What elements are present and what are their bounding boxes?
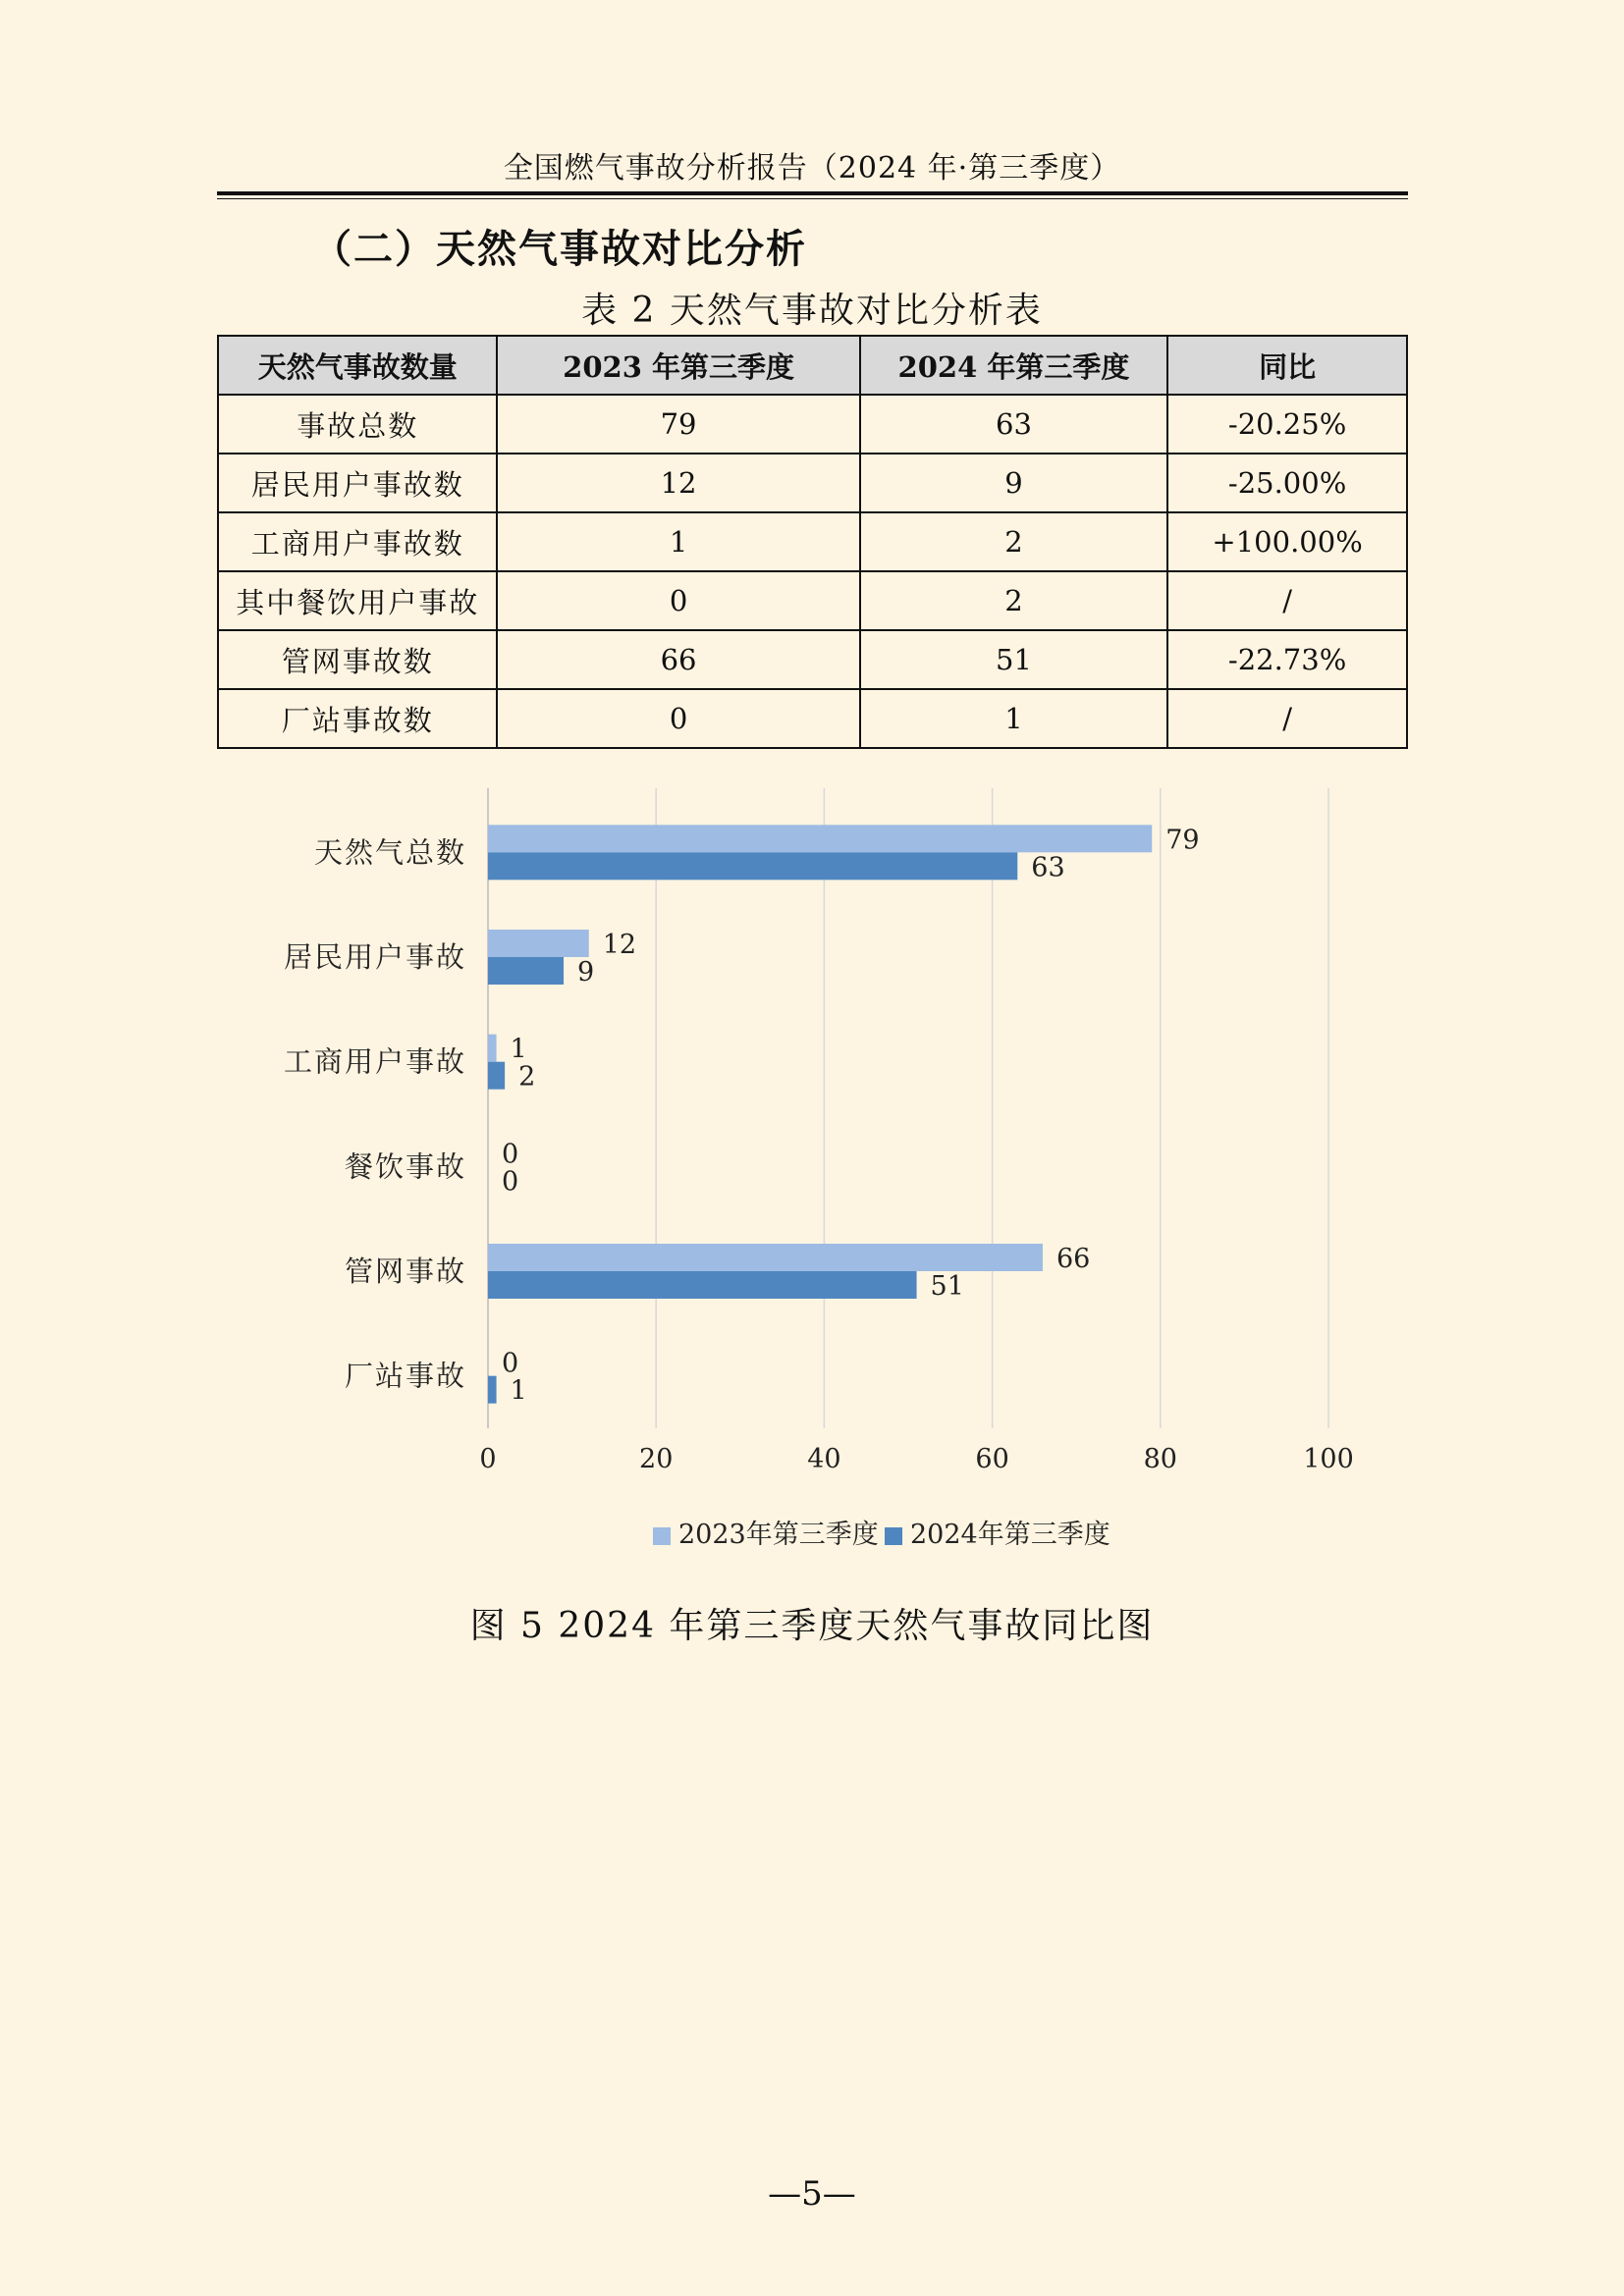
legend-label: 2023年第三季度 <box>678 1520 879 1550</box>
table-cell: 0 <box>497 571 859 630</box>
data-label: 0 <box>502 1166 519 1198</box>
category-label: 管网事故 <box>344 1255 466 1288</box>
table-cell: 1 <box>860 689 1167 748</box>
bar <box>488 930 589 957</box>
data-label: 9 <box>577 957 595 988</box>
data-label: 63 <box>1031 852 1065 883</box>
category-label: 居民用户事故 <box>283 940 466 974</box>
column-header: 天然气事故数量 <box>218 336 497 395</box>
table-cell: 79 <box>497 395 859 454</box>
x-tick-label: 80 <box>1143 1444 1177 1474</box>
table-row <box>218 512 1407 571</box>
data-label: 51 <box>930 1271 964 1302</box>
legend-swatch <box>653 1527 671 1545</box>
bar <box>488 1271 917 1299</box>
category-label: 天然气总数 <box>313 835 466 870</box>
table-cell: 63 <box>860 395 1167 454</box>
bar-chart-svg <box>245 775 1375 1580</box>
table-cell: 51 <box>860 630 1167 689</box>
data-label: 0 <box>502 1139 519 1170</box>
data-label: 2 <box>518 1061 536 1093</box>
header-rule-thick <box>217 191 1408 195</box>
table-row <box>218 689 1407 748</box>
section-heading: （二）天然气事故对比分析 <box>312 226 807 272</box>
table-cell: 9 <box>860 454 1167 512</box>
x-tick-label: 60 <box>975 1444 1009 1474</box>
table-cell: 其中餐饮用户事故 <box>218 571 497 630</box>
x-tick-label: 0 <box>479 1444 497 1474</box>
bar <box>488 1376 497 1404</box>
table-cell: 0 <box>497 689 859 748</box>
x-tick-label: 40 <box>807 1444 841 1474</box>
category-label: 餐饮事故 <box>344 1149 466 1184</box>
bar <box>488 852 1017 880</box>
comparison-table <box>217 335 1408 749</box>
bar-chart <box>245 775 1375 1580</box>
table-row <box>218 454 1407 512</box>
table-cell: 事故总数 <box>218 395 497 454</box>
table-row <box>218 395 1407 454</box>
column-header: 2024 年第三季度 <box>860 336 1167 395</box>
data-label: 66 <box>1056 1244 1091 1274</box>
bar <box>488 1035 497 1062</box>
running-header: 全国燃气事故分析报告（2024 年·第三季度） <box>503 151 1121 186</box>
legend-swatch <box>885 1527 902 1545</box>
category-label: 厂站事故 <box>344 1359 466 1393</box>
table-cell: 管网事故数 <box>218 630 497 689</box>
table-cell: / <box>1167 571 1407 630</box>
table-cell: -20.25% <box>1167 395 1407 454</box>
bar <box>488 957 564 985</box>
data-label: 0 <box>502 1348 519 1379</box>
table-caption: 表 2 天然气事故对比分析表 <box>581 291 1043 331</box>
column-header: 同比 <box>1167 336 1407 395</box>
legend-label: 2024年第三季度 <box>910 1520 1110 1550</box>
table-row <box>218 571 1407 630</box>
table-row <box>218 630 1407 689</box>
table-cell: 居民用户事故数 <box>218 454 497 512</box>
column-header: 2023 年第三季度 <box>497 336 859 395</box>
table-cell: 厂站事故数 <box>218 689 497 748</box>
table-cell: +100.00% <box>1167 512 1407 571</box>
table-cell: / <box>1167 689 1407 748</box>
data-label: 1 <box>510 1375 527 1407</box>
page-number: —5— <box>768 2174 856 2214</box>
table-cell: 66 <box>497 630 859 689</box>
table-cell: 工商用户事故数 <box>218 512 497 571</box>
data-label: 1 <box>510 1034 527 1065</box>
bar <box>488 825 1152 852</box>
table-cell: 12 <box>497 454 859 512</box>
table-cell: 2 <box>860 512 1167 571</box>
figure-caption: 图 5 2024 年第三季度天然气事故同比图 <box>469 1606 1155 1646</box>
category-label: 工商用户事故 <box>283 1044 466 1079</box>
bar <box>488 1244 1043 1271</box>
table-header-row <box>218 336 1407 395</box>
table-cell: -25.00% <box>1167 454 1407 512</box>
bar <box>488 1062 505 1090</box>
data-label: 12 <box>602 930 637 960</box>
x-tick-label: 20 <box>639 1444 674 1474</box>
header-rule-thin <box>217 198 1408 199</box>
x-tick-label: 100 <box>1303 1444 1354 1474</box>
table-cell: 2 <box>860 571 1167 630</box>
data-label: 79 <box>1165 825 1200 856</box>
table-cell: 1 <box>497 512 859 571</box>
table-cell: -22.73% <box>1167 630 1407 689</box>
